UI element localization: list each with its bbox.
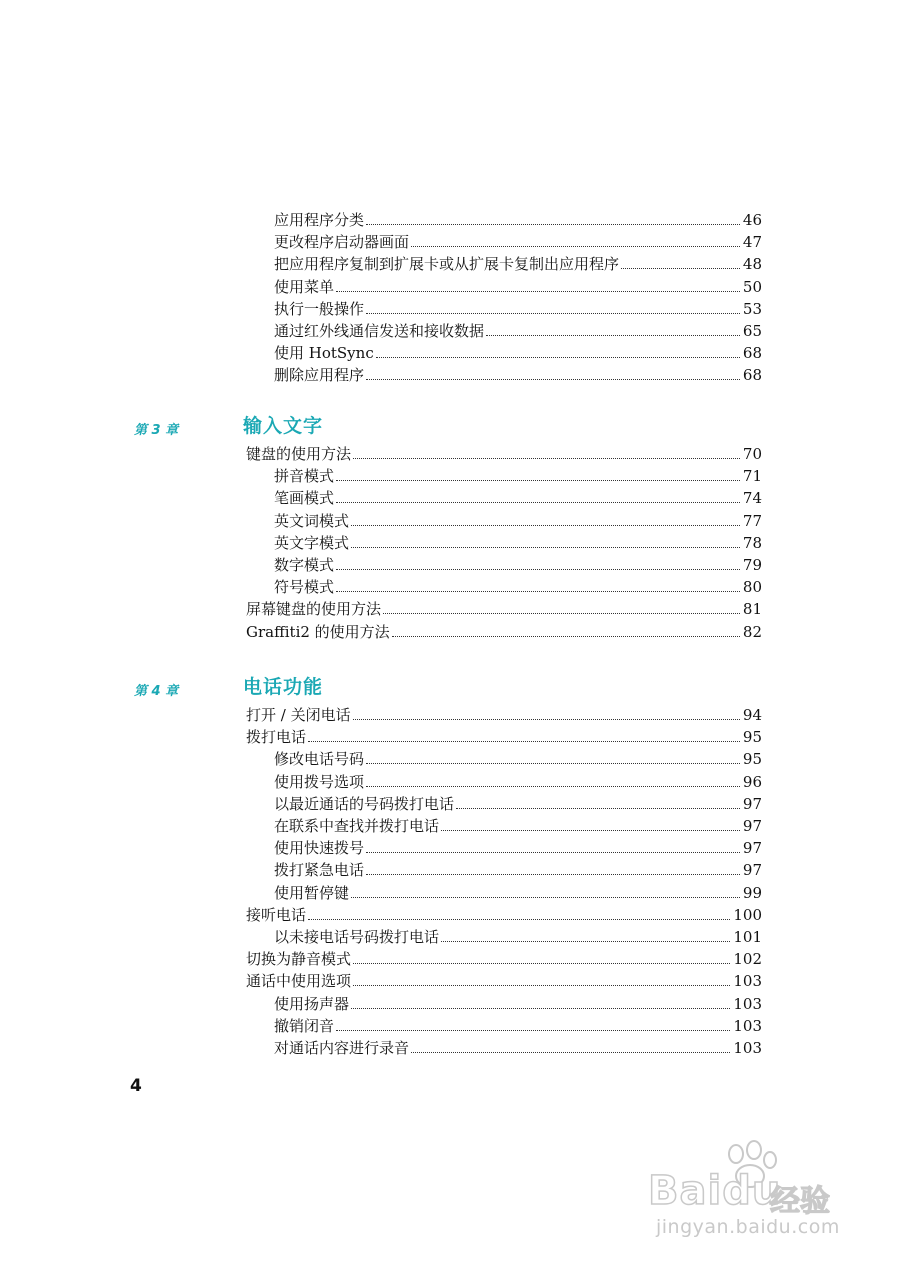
toc-dot-leader [336,501,740,503]
toc-entry-title: 拨打电话 [246,728,307,747]
toc-entry-page: 74 [742,489,762,508]
toc-dot-leader [392,635,740,637]
chapter-4-label: 第 4 章 [134,684,179,699]
baidu-jingyan-watermark [640,1140,870,1250]
toc-entry [246,948,762,970]
toc-dot-leader [456,807,740,809]
toc-entry-title: 使用扬声器 [274,994,350,1013]
toc-entry-title: 撤销闭音 [274,1016,335,1035]
chapter-4-title: 电话功能 [243,676,324,698]
toc-dot-leader [353,984,730,986]
toc-entry-page: 103 [733,972,762,991]
toc-dot-leader [366,785,740,787]
toc-entry-title: 修改电话号码 [274,750,365,769]
toc-dot-leader [353,457,740,459]
toc-entry-page: 68 [742,344,762,363]
toc-entry-page: 101 [733,928,762,946]
toc-dot-leader [351,896,740,898]
toc-dot-leader [351,1007,730,1009]
page-number: 4 [130,1076,142,1096]
toc-entry [274,298,762,320]
watermark-url: jingyan.baidu.com [656,1216,840,1238]
toc-entry-page: 103 [733,1016,762,1035]
toc-entry-title: 使用暂停键 [274,883,350,902]
toc-entry [274,859,762,881]
toc-entry-page: 97 [742,861,762,880]
toc-dot-leader [441,940,730,942]
toc-entry-title: 拼音模式 [274,467,335,486]
toc-entry-title: 通话中使用选项 [246,972,352,991]
toc-entry-page: 68 [742,366,762,385]
toc-entry [246,621,762,643]
toc-entry-title: 把应用程序复制到扩展卡或从扩展卡复制出应用程序 [274,255,620,274]
toc-dot-leader [336,479,740,481]
toc-entry-title: 数字模式 [274,556,335,574]
toc-dot-leader [486,334,740,336]
toc-entry [274,532,762,554]
toc-dot-leader [411,245,740,247]
toc-dot-leader [366,873,740,875]
toc-entry-title: 英文字模式 [274,533,350,552]
toc-entry-page: 97 [742,794,762,813]
toc-entry-page: 78 [742,533,762,552]
toc-entry-page: 48 [742,255,762,274]
toc-entry [246,704,762,726]
toc-entry-page: 94 [742,706,762,724]
toc-entry-title: 切换为静音模式 [246,950,352,969]
toc-entry [274,748,762,770]
toc-dot-leader [353,962,730,964]
toc-entry-page: 81 [742,600,762,619]
toc-entry [274,276,762,298]
toc-dot-leader [308,918,730,920]
toc-entry [274,576,762,598]
toc-entry [274,837,762,859]
toc-entry-title: 以最近通话的号码拨打电话 [274,794,455,813]
toc-entry [274,209,762,231]
toc-entry [246,598,762,620]
toc-entry [274,1037,762,1059]
toc-entry-page: 99 [742,883,762,902]
toc-dot-leader [383,612,740,614]
toc-entry-title: 执行一般操作 [274,299,365,318]
toc-entry-title: 英文词模式 [274,511,350,530]
toc-dot-leader [336,568,740,570]
toc-entry-title: 拨打紧急电话 [274,861,365,880]
toc-entry-page: 97 [742,839,762,858]
toc-entry-title: 接听电话 [246,905,307,924]
toc-entry [274,320,762,342]
toc-entry [274,342,762,364]
toc-entry-title: 删除应用程序 [274,366,365,385]
toc-dot-leader [336,590,740,592]
toc-dot-leader [366,762,740,764]
toc-entry-title: 在联系中查找并拨打电话 [274,817,440,835]
toc-entry-title: 笔画模式 [274,489,335,508]
toc-entry-title: 屏幕键盘的使用方法 [246,600,382,619]
toc-entry [274,554,762,576]
toc-entry-title: 符号模式 [274,578,335,597]
toc-entry [274,364,762,386]
toc-entry-page: 71 [742,467,762,486]
toc-entry [274,926,762,948]
toc-entry-page: 82 [742,622,762,641]
toc-entry [274,487,762,509]
toc-entry-page: 47 [742,233,762,252]
toc-entry-title: 使用菜单 [274,277,335,296]
toc-entry [246,443,762,465]
toc-entry-page: 77 [742,511,762,530]
toc-entry [246,726,762,748]
toc-entry [274,465,762,487]
toc-dot-leader [336,1029,730,1031]
toc-entry-title: Graffiti2 的使用方法 [246,622,390,641]
toc-entry-title: 对通话内容进行录音 [274,1039,410,1057]
toc-entry-page: 79 [742,556,762,574]
toc-entry-page: 95 [742,728,762,747]
toc-entry-page: 103 [733,994,762,1013]
toc-entry-page: 46 [742,211,762,229]
toc-dot-leader [308,740,740,742]
toc-entry-title: 使用拨号选项 [274,772,365,791]
toc-dot-leader [366,312,740,314]
toc-entry [274,793,762,815]
watermark-brand: Baidu [648,1168,782,1214]
toc-entry-page: 80 [742,578,762,597]
toc-entry [274,882,762,904]
toc-entry-page: 103 [733,1039,762,1057]
toc-entry [274,253,762,275]
toc-entry [274,510,762,532]
toc-entry-page: 53 [742,299,762,318]
toc-entry-page: 97 [742,817,762,835]
toc-entry-title: 应用程序分类 [274,211,365,229]
toc-dot-leader [621,267,740,269]
toc-entry-title: 打开 / 关闭电话 [246,706,351,724]
toc-dot-leader [366,223,740,225]
toc-entry-title: 使用快速拨号 [274,839,365,858]
toc-entry [274,231,762,253]
toc-dot-leader [336,290,740,292]
toc-entry [274,815,762,837]
toc-entry-title: 键盘的使用方法 [246,445,352,463]
toc-entry-page: 50 [742,277,762,296]
toc-dot-leader [351,524,740,526]
toc-dot-leader [411,1051,730,1053]
toc-entry-title: 更改程序启动器画面 [274,233,410,252]
toc-entry-title: 使用 HotSync [274,344,374,363]
toc-dot-leader [353,718,740,720]
chapter-3-label: 第 3 章 [134,423,179,438]
toc-entry [246,970,762,992]
toc-dot-leader [366,851,740,853]
toc-dot-leader [441,829,740,831]
toc-entry-page: 95 [742,750,762,769]
toc-entry [274,993,762,1015]
toc-entry-title: 通过红外线通信发送和接收数据 [274,322,485,340]
watermark-brand-cn: 经验 [770,1184,830,1219]
toc-entry-page: 70 [742,445,762,463]
toc-entry [274,771,762,793]
toc-entry-page: 100 [733,905,762,924]
toc-dot-leader [376,356,740,358]
toc-entry-page: 102 [733,950,762,969]
toc-entry-title: 以未接电话号码拨打电话 [274,928,440,946]
toc-entry [274,1015,762,1037]
toc-dot-leader [351,546,740,548]
chapter-3-title: 输入文字 [243,415,324,437]
toc-entry-page: 96 [742,772,762,791]
toc-dot-leader [366,378,740,380]
toc-entry [246,904,762,926]
toc-entry-page: 65 [742,322,762,340]
